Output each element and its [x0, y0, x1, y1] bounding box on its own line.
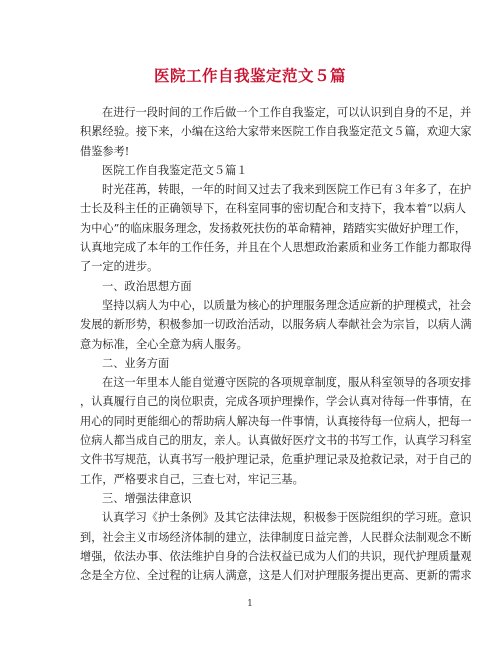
text-line: 借鉴参考!: [80, 144, 130, 158]
text-line: 认真地完成了本年的工作任务，并且在个人思想政治素质和业务工作能力都取得: [80, 241, 472, 255]
text-line: 位病人都当成自己的朋友，亲人。认真做好医疗文书的书写工作，认真学习科室: [80, 434, 472, 448]
text-line: 时光荏苒，转眼，一年的时间又过去了我来到医院工作已有３年多了，在护: [102, 183, 472, 197]
text-line: 三、增强法律意识: [102, 491, 192, 505]
text-line: 医院工作自我鉴定范文５篇１: [102, 163, 248, 177]
text-line: 在这一年里本人能自觉遵守医院的各项规章制度，服从科室领导的各项安排: [102, 376, 472, 390]
page-number: 1: [247, 599, 253, 609]
text-line: 一、政治思想方面: [102, 279, 192, 293]
text-line: 增强，依法办事、依法维护自身的合法权益已成为人们的共识，现代护理质量观: [80, 549, 472, 563]
text-line: 意为标准，全心全意为病人服务。: [80, 337, 248, 351]
text-line: 二、业务方面: [102, 356, 170, 370]
text-line: 士长及科主任的正确领导下，在科室同事的密切配合和支持下，我本着”以病人: [80, 202, 467, 216]
text-line: 为中心”的临床服务理念，发扬救死扶伤的革命精神，踏踏实实做好护理工作，: [80, 221, 467, 235]
document-title: 医院工作自我鉴定范文５篇: [153, 66, 346, 85]
text-line: 用心的同时更能细心的帮助病人解决每一件事情，认真接待每一位病人，把每一: [80, 414, 472, 428]
text-line: 坚持以病人为中心，以质量为核心的护理服务理念适应新的护理模式，社会: [102, 298, 472, 312]
text-line: 积累经验。接下来，小编在这给大家带来医院工作自我鉴定范文５篇，欢迎大家: [80, 125, 472, 139]
document-body: [80, 103, 472, 585]
text-line: 文件书写规范，认真书写一般护理记录，危重护理记录及抢救记录，对于自己的: [80, 453, 472, 467]
text-line: 认真学习《护士条例》及其它法律法规，积极参于医院组织的学习班。意识: [102, 511, 472, 525]
text-line: 念是全方位、全过程的让病人满意，这是人们对护理服务提出更高、更新的需求: [80, 569, 472, 583]
text-line: 工作，严格要求自己，三查七对，牢记三基。: [80, 472, 304, 486]
text-line: 到，社会主义市场经济体制的建立，法律制度日益完善，人民群众法制观念不断: [80, 530, 472, 544]
text-line: 发展的新形势，积极参加一切政治活动，以服务病人奉献社会为宗旨，以病人满: [80, 318, 472, 332]
text-line: 了一定的进步。: [80, 260, 159, 274]
text-line: 在进行一段时间的工作后做一个工作自我鉴定，可以认识到自身的不足，并: [102, 106, 472, 119]
text-line: ，认真履行自己的岗位职责，完成各项护理操作，学会认真对待每一件事情，在: [80, 395, 472, 409]
